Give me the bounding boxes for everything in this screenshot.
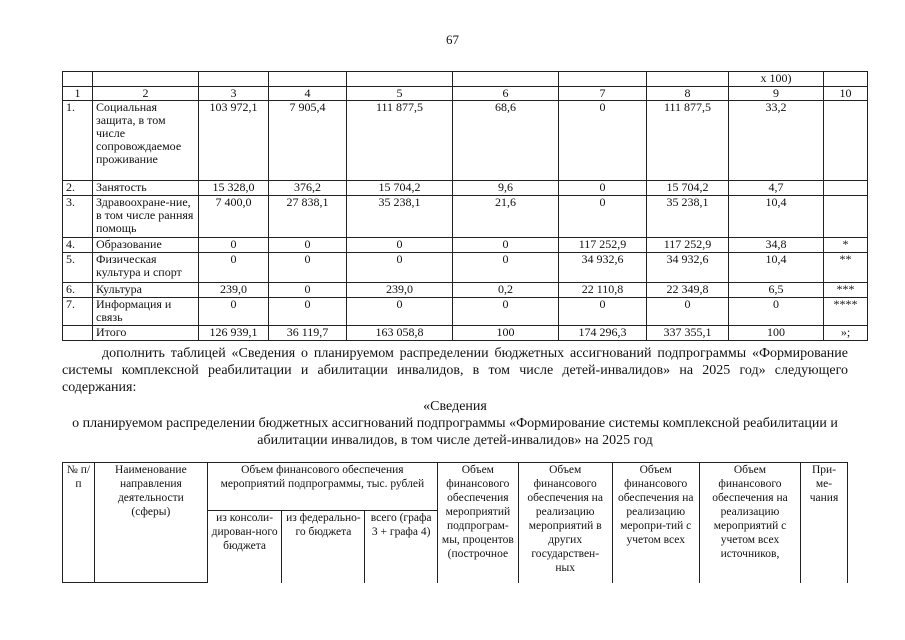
table-row: 2. Занятость 15 328,0 376,2 15 704,2 9,6 0 15 704,2 4,7: [63, 181, 868, 196]
table-row: 4. Образование 0 0 0 0 117 252,9 117 252,9 34,8 *: [63, 238, 868, 253]
header-with-sources: Объем финансового обеспечения на реализацию мероприятий с учетом всех источников,: [699, 463, 800, 583]
table-title-line2: о планируемом распределении бюджетных ассигнований подпрограммы «Формирование системы комплексной реабилитации и абилитации инвалидов, в том числе детей-инвалидов» на 2025 год: [72, 416, 838, 448]
table-row: 1. Социальная защита, в том числе сопровождаемое проживание 103 972,1 7 905,4 111 877,5 68,6 0 111 877,5 33,2: [63, 101, 868, 181]
amendment-paragraph: дополнить таблицей «Сведения о планируемом распределении бюджетных ассигнований подпрограммы «Формирование системы комплексной реабилитации и абилитации инвалидов, в том числе детей-инвалидов» на 2025 год» следующего содержания:: [62, 346, 848, 395]
allocation-table-continued: [62, 71, 868, 341]
header-percent: Объем финансового обеспечения мероприятий подпрограм-мы, процентов (построчное: [437, 463, 518, 583]
page-number: 67: [446, 32, 459, 47]
column-number-row: 1 2 3 4 5 6 7 8 9 10: [63, 87, 868, 101]
table-row: 6. Культура 239,0 0 239,0 0,2 22 110,8 22 349,8 6,5 ***: [63, 283, 868, 298]
header-federal: из федерально-го бюджета: [282, 511, 365, 583]
continuation-cell: х 100): [729, 72, 824, 87]
table-title-line1: «Сведения: [423, 399, 487, 414]
header-notes: При-ме-чания: [801, 463, 848, 583]
table-row: 3. Здравоохране-ние, в том числе ранняя помощь 7 400,0 27 838,1 35 238,1 21,6 0 35 238,1 10,4: [63, 196, 868, 238]
continuation-row: [63, 72, 868, 87]
header-row-1: [63, 463, 848, 511]
table-row: 5. Физическая культура и спорт 0 0 0 0 34 932,6 34 932,6 10,4 **: [63, 253, 868, 283]
header-other-programs: Объем финансового обеспечения на реализацию мероприятий в других государствен-ных: [518, 463, 612, 583]
header-volume: Объем финансового обеспечения мероприятий подпрограммы, тыс. рублей: [207, 463, 437, 511]
header-with-all: Объем финансового обеспечения на реализацию меропри-тий с учетом всех: [612, 463, 699, 583]
header-total: всего (графа 3 + графа 4): [365, 511, 437, 583]
allocation-table-2025: [62, 462, 848, 583]
header-direction-name: Наименование направления деятельности (сферы): [94, 463, 207, 583]
header-number: № п/п: [63, 463, 95, 583]
table-row: 7. Информация и связь 0 0 0 0 0 0 0 ****: [63, 298, 868, 326]
header-consolidated: из консоли-дирован-ного бюджета: [207, 511, 282, 583]
total-row: Итого 126 939,1 36 119,7 163 058,8 100 174 296,3 337 355,1 100 »;: [63, 326, 868, 341]
